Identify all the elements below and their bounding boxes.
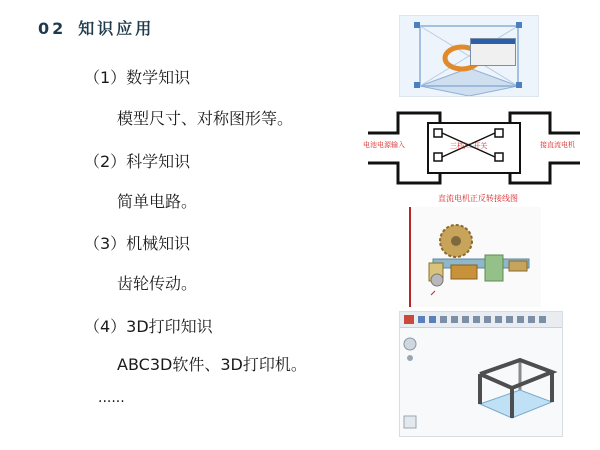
section-heading (38, 16, 154, 39)
zoom-icon[interactable] (407, 355, 413, 361)
item-label-math: （1）数学知识 (84, 68, 191, 87)
item-label-science: （2）科学知识 (84, 152, 191, 171)
circuit-caption: 直流电机正反转接线图 (438, 194, 518, 203)
modeling-screenshot (399, 15, 539, 97)
ellipsis: ...... (98, 390, 125, 406)
view-cube-icon[interactable] (404, 416, 416, 428)
circuit-label-switch: 三档/二开关 (450, 142, 488, 150)
item-detail-mechanics: 齿轮传动。 (117, 274, 198, 293)
view-rotate-icon[interactable] (404, 338, 416, 350)
gear-model-screenshot (409, 207, 541, 307)
circuit-diagram (360, 101, 585, 207)
item-label-mechanics: （3）机械知识 (84, 234, 191, 253)
item-detail-3d-printing: ABC3D软件、3D打印机。 (117, 355, 307, 374)
item-detail-science: 简单电路。 (117, 192, 198, 211)
gear-illustration (411, 207, 539, 307)
section-title: 知识应用 (78, 19, 155, 38)
circuit-drawing (360, 101, 585, 207)
circuit-label-input: 电池电源输入 (363, 141, 405, 149)
dialog-window (470, 38, 516, 66)
print-bed-view (400, 312, 562, 436)
item-label-3d-printing: （4）3D打印知识 (84, 317, 213, 336)
dialog-title-bar (471, 39, 515, 44)
item-detail-math: 模型尺寸、对称图形等。 (117, 109, 294, 128)
circuit-label-motor: 接直流电机 (540, 141, 575, 149)
model-illustration (400, 16, 538, 96)
section-number: 02 (38, 19, 67, 38)
printing-software-screenshot (399, 311, 563, 437)
